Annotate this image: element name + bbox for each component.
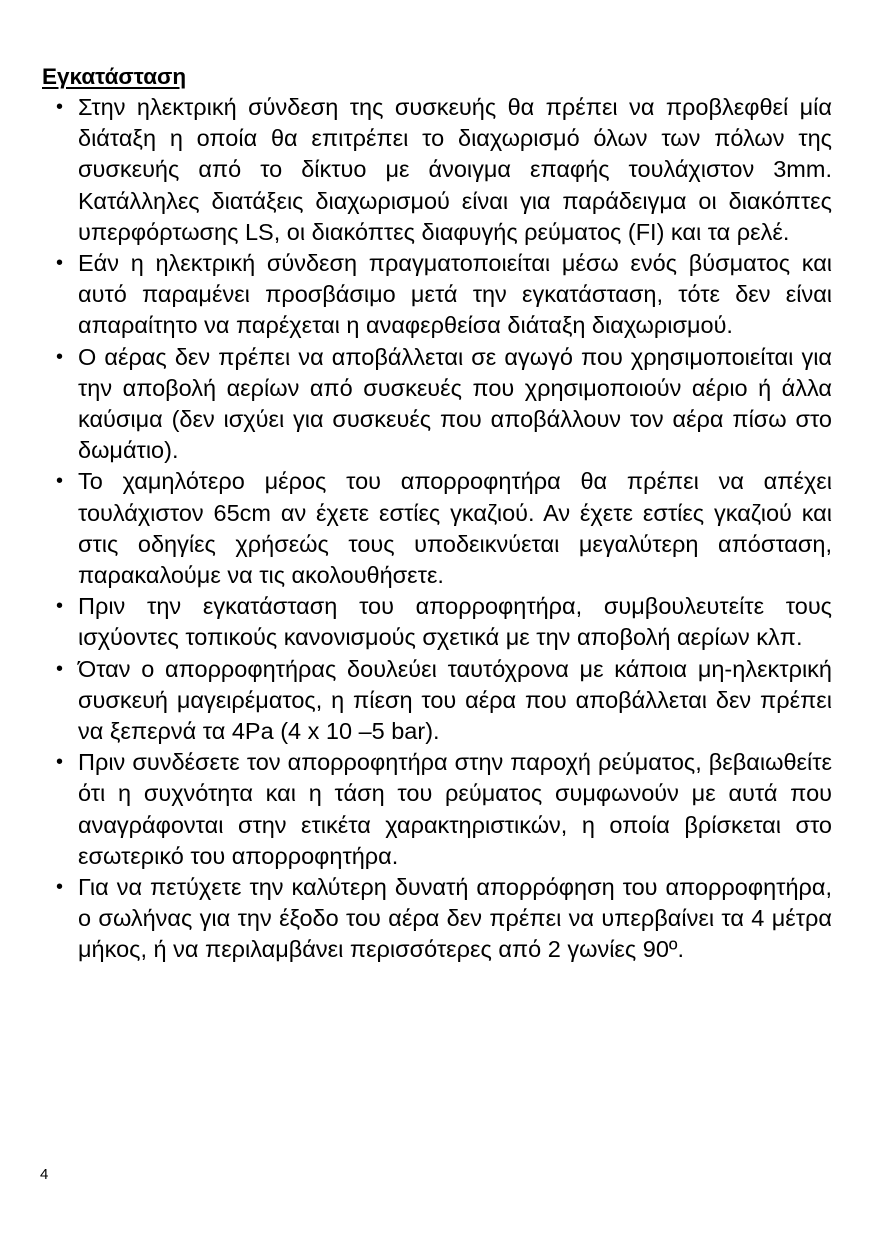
bullet-icon: • (56, 595, 64, 618)
list-item-text: Εάν η ηλεκτρική σύνδεση πραγματοποιείται μέσω ενός βύσματος και αυτό παραμένει προσβάσιμο μετά την εγκατάσταση, τότε δεν είναι απαραίτητο να παρέχεται η αναφερθείσα διάταξη διαχωρισμού. (78, 250, 832, 339)
list-item (56, 466, 832, 591)
list-item (56, 342, 832, 467)
list-item-text: Στην ηλεκτρική σύνδεση της συσκευής θα πρέπει να προβλεφθεί μία διάταξη η οποία θα επιτρέπει το διαχωρισμό όλων των πόλων της συσκευής από το δίκτυο με άνοιγμα επαφής τουλάχιστον 3mm. Κατάλληλες διατάξεις διαχωρισμού είναι για παράδειγμα οι διακόπτες υπερφόρτωσης LS, οι διακόπτες διαφυγής ρεύματος (FI) και τα ρελέ. (78, 94, 832, 245)
installation-instructions-list (0, 92, 874, 966)
list-item (56, 248, 832, 342)
section-heading: Εγκατάσταση (42, 64, 187, 89)
bullet-icon: • (56, 345, 64, 368)
list-item-text: Για να πετύχετε την καλύτερη δυνατή απορρόφηση του απορροφητήρα, ο σωλήνας για την έξοδο του αέρα δεν πρέπει να υπερβαίνει τα 4 μέτρα μήκος, ή να περιλαμβάνει περισσότερες από 2 γωνίες 90º. (78, 874, 832, 963)
bullet-icon: • (56, 470, 64, 493)
list-item (56, 747, 832, 872)
bullet-icon: • (56, 751, 64, 774)
list-item-text: Όταν ο απορροφητήρας δουλεύει ταυτόχρονα με κάποια μη-ηλεκτρική συσκευή μαγειρέματος, η πίεση του αέρα που αποβάλλεται δεν πρέπει να ξεπερνά τα 4Pa (4 x 10 –5 bar). (78, 655, 832, 745)
bullet-icon: • (56, 657, 64, 680)
bullet-icon: • (56, 96, 64, 118)
list-item (56, 92, 832, 248)
page-number: 4 (40, 1166, 49, 1183)
list-item-text: Το χαμηλότερο μέρος του απορροφητήρα θα πρέπει να απέχει τουλάχιστον 65cm αν έχετε εστίες γκαζιού. Αν έχετε εστίες γκαζιού και στις οδηγίες χρήσεώς τους υποδεικνύεται μεγαλύτερη απόσταση, παρακαλούμε να τις ακολουθήσετε. (78, 468, 832, 589)
list-item (56, 591, 832, 653)
bullet-icon: • (56, 252, 64, 275)
list-item-text: Ο αέρας δεν πρέπει να αποβάλλεται σε αγωγό που χρησιμοποιείται για την αποβολή αερίων από συσκευές που χρησιμοποιούν αέριο ή άλλα καύσιμα (δεν ισχύει για συσκευές που αποβάλλουν τον αέρα πίσω στο δωμάτιο). (78, 343, 832, 464)
list-item (56, 654, 832, 748)
list-item-text: Πριν την εγκατάσταση του απορροφητήρα, συμβουλευτείτε τους ισχύοντες τοπικούς κανονισμούς σχετικά με την αποβολή αερίων κλπ. (78, 593, 832, 651)
list-item-text: Πριν συνδέσετε τον απορροφητήρα στην παροχή ρεύματος, βεβαιωθείτε ότι η συχνότητα και η τάση του ρεύματος συμφωνούν με αυτά που αναγράφονται στην ετικέτα χαρακτηριστικών, η οποία βρίσκεται στο εσωτερικό του απορροφητήρα. (78, 749, 832, 869)
list-item (56, 872, 832, 966)
bullet-icon: • (56, 876, 64, 899)
